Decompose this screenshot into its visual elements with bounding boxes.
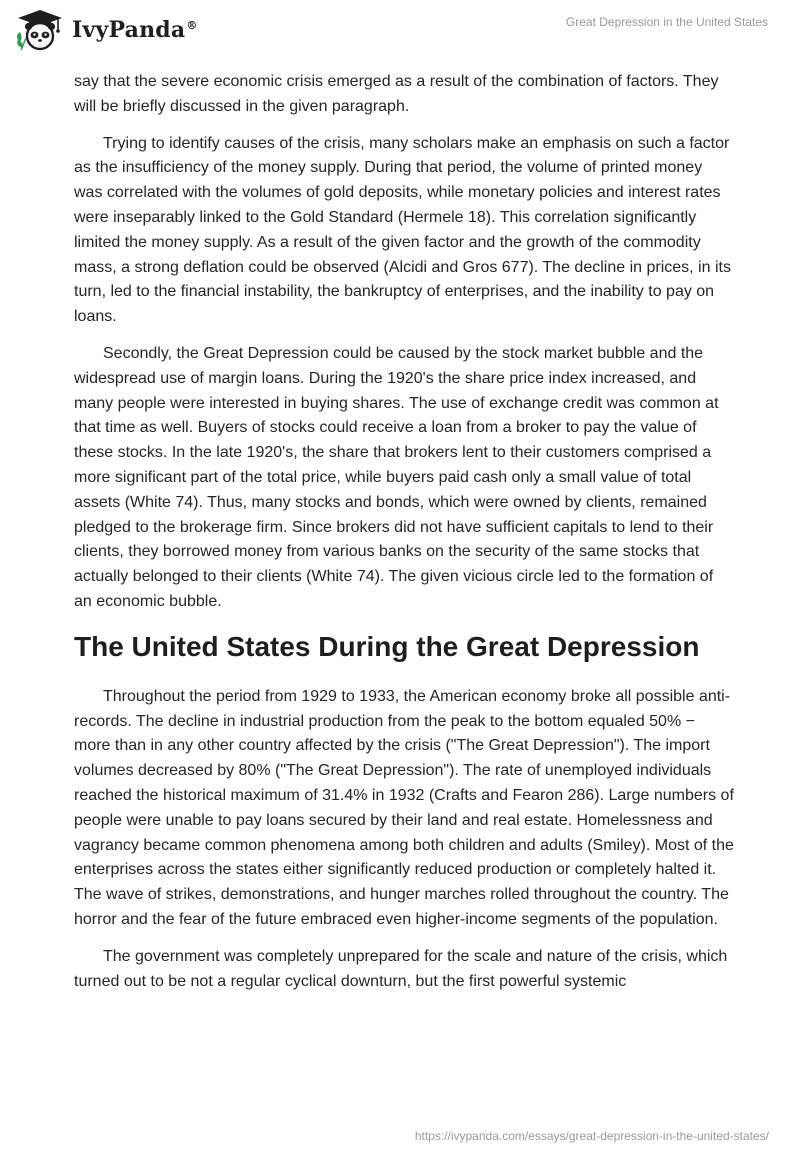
paragraph-anti-records: Throughout the period from 1929 to 1933, the American economy broke all possible anti-records. The decline in industrial production from the peak to the bottom equaled 50% − more than in any other country affected by the crisis ("The Great Depression"). The import volumes decreased by 80% ("The Great Depression"). The rate of unemployed individuals reached the historical maximum of 31.4% in 1932 (Crafts and Fearon 286). Large numbers of people were unable to pay loans secured by their land and real estate. Homelessness and vagrancy became common phenomena among both children and adults (Smiley). Most of the enterprises across the states either significantly reduced production or completely halted it. The wave of strikes, demonstrations, and hunger marches rolled throughout the country. The horror and the fear of the future embraced even higher-income segments of the population. (74, 687, 734, 928)
source-url[interactable]: https://ivypanda.com/essays/great-depression-in-the-united-states/ (414, 1129, 769, 1143)
paragraph-government: The government was completely unprepared for the scale and nature of the crisis, which turned out to be not a regular cyclical downturn, but the first powerful systemic (74, 947, 728, 990)
paragraph-money-supply: Trying to identify causes of the crisis, many scholars make an emphasis on such a factor as the insufficiency of the money supply. During that period, the volume of printed money was correlated with the volumes of gold deposits, while monetary policies and interest rates were inseparably linked to the Gold Standard (Hermele 18). This correlation significantly limited the money supply. As a result of the given factor and the growth of the commodity mass, a strong deflation could be observed (Alcidi and Gros 677). The decline in prices, in its turn, led to the financial instability, the bankruptcy of enterprises, and the inability to pay on loans. (74, 134, 731, 326)
brand-name: IvyPanda® (72, 17, 198, 43)
ivypanda-logo[interactable] (14, 8, 198, 52)
paragraph-continued: say that the severe economic crisis emerged as a result of the combination of factors. They will be briefly discussed in the given paragraph. (74, 73, 719, 115)
registered-mark: ® (186, 18, 198, 32)
essay-body (74, 70, 734, 1006)
paragraph-stock-bubble: Secondly, the Great Depression could be caused by the stock market bubble and the widespread use of margin loans. During the 1920's the share price index increased, and many people were interested in buying shares. The use of exchange credit was common at that time as well. Buyers of stocks could receive a loan from a broker to pay the value of these stocks. In the late 1920's, the share that brokers lent to their customers comprised a more significant part of the total price, while buyers paid cash only a small value of total assets (White 74). Thus, many stocks and bonds, which were owned by clients, remained pledged to the brokerage firm. Since brokers did not have sufficient capitals to lend to their clients, they borrowed money from various banks on the security of the same stocks that actually belonged to their clients (White 74). The given vicious circle led to the formation of an economic bubble. (74, 344, 719, 610)
running-title: Great Depression in the United States (565, 15, 768, 29)
page-header (0, 0, 800, 66)
panda-graduate-icon (14, 8, 66, 52)
section-heading: The United States During the Great Depression (74, 630, 700, 662)
